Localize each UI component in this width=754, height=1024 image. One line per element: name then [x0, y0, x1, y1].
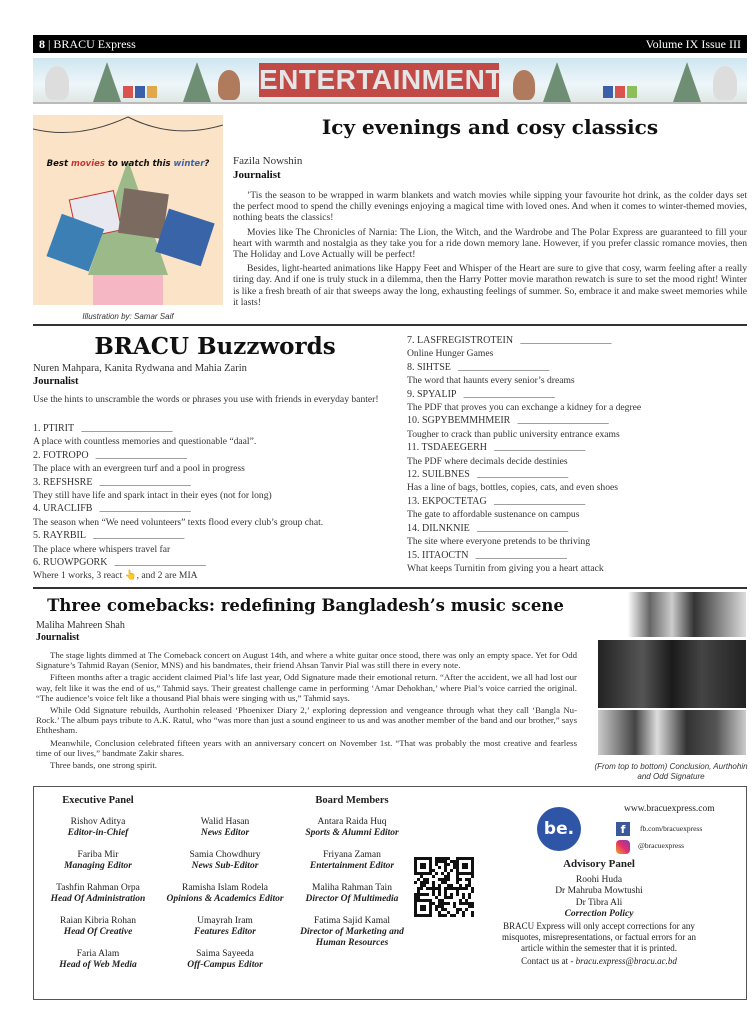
section-banner [33, 58, 747, 104]
squirrel-icon [513, 70, 535, 100]
puzzle-word [407, 441, 747, 454]
staff-role: News Editor [200, 828, 250, 838]
scrambled-word: 4. URACLIFB [33, 503, 93, 515]
article-title: BRACU Buzzwords [94, 333, 336, 360]
masthead-box [33, 786, 747, 1000]
answer-blank: ___________________ [520, 335, 612, 346]
executive-list [42, 817, 154, 971]
staff-role: Sports & Alumni Editor [305, 828, 399, 838]
staff-role: Managing Editor [64, 861, 132, 871]
staff-member [296, 883, 408, 905]
bunny-icon [45, 66, 69, 100]
puzzle-hint: Where 1 works, 3 react 👆, and 2 are MIA [33, 570, 198, 582]
article-title: Three comebacks: redefining Bangladesh’s music scene [47, 596, 564, 615]
squirrel-icon [218, 70, 240, 100]
staff-name: Rishov Aditya [70, 817, 126, 827]
facebook-icon[interactable]: f [616, 822, 630, 836]
contact-line: Contact us at - bracu.express@bracu.ac.bd [521, 955, 677, 966]
puzzle-hint: The place where whispers travel far [33, 543, 171, 555]
answer-blank: ___________________ [99, 476, 191, 488]
tree-icon [673, 62, 701, 102]
illustration-heading: Best movies to watch this winter? [46, 159, 210, 169]
house-icon [627, 86, 637, 98]
paragraph: While Odd Signature rebuilds, Aurthohin released ‘Phoenixer Diary 2,’ exploring depression and vengeance through what they call ‘Bangla Nu-Rock.’ The album pays tribute to A.K. Ratul, who “was more than just a sound engineer to us and was another member of the band and our brother,” says Ehthesham. [36, 705, 577, 736]
staff-member [42, 916, 154, 938]
executive-panel [42, 795, 154, 971]
article-body [36, 650, 577, 770]
puzzle-word [33, 502, 401, 515]
staff-role: Head Of Creative [63, 927, 133, 937]
scrambled-word: 3. REFSHSRE [33, 476, 93, 488]
scrambled-word: 15. IITAOCTN [407, 549, 469, 561]
author-name: Maliha Mahreen Shah [36, 620, 125, 631]
puzzle-hint: The PDF that proves you can exchange a kidney for a degree [407, 402, 642, 414]
website-link[interactable]: www.bracuexpress.com [624, 804, 715, 814]
staff-name: Antara Raida Huq [317, 817, 387, 827]
answer-blank: ___________________ [114, 557, 206, 569]
board-members [296, 795, 408, 949]
puzzle-intro: Use the hints to unscramble the words or phrases you use with friends in everyday banter! [33, 394, 379, 405]
staff-member [296, 817, 408, 839]
puzzle-word [33, 422, 401, 435]
scrambled-word: 9. SPYALIP [407, 388, 457, 400]
scrambled-word: 7. LASFREGISTROTEIN [407, 335, 514, 346]
staff-role: Editor-in-Chief [67, 828, 129, 838]
staff-member [158, 949, 292, 971]
staff-name: Friyana Zaman [323, 850, 381, 860]
staff-role: News Sub-Editor [191, 861, 259, 871]
staff-role: Head of Web Media [59, 960, 137, 970]
house-icon [123, 86, 133, 98]
scrambled-word: 13. EKPOCTETAG [407, 495, 487, 507]
staff-role: Off-Campus Editor [187, 960, 263, 970]
editors-list [158, 817, 292, 971]
answer-blank: ___________________ [99, 503, 191, 515]
author-name: Fazila Nowshin [233, 155, 303, 167]
paragraph: Meanwhile, Conclusion celebrated fifteen years with an anniversary concert on November 1st. “That was probably the most creative and fearless time of our lives,” bandmate Zakir shares. [36, 737, 577, 758]
puzzle-word [407, 495, 747, 508]
scrambled-word: 8. SIHTSE [407, 361, 451, 373]
author-role: Journalist [33, 376, 79, 387]
staff-member [296, 916, 408, 949]
puzzle-word [407, 414, 747, 427]
tree-icon [543, 62, 571, 102]
puzzle-hint: The place with an evergreen turf and a pool in progress [33, 463, 245, 475]
tree-icon [93, 62, 121, 102]
puzzle-word [407, 522, 747, 535]
paragraph: Besides, light-hearted animations like Happy Feet and Whisper of the Heart are sure to give that cosy, warm feeling after a really tiring day. And if one is truly stuck in a dilemma, then the Harry Potter movie marathon rewatch is sure to set the mood right! Winter is like a fresh breath of air that sweeps away the long, exhausting feelings of summer. So, embrace it and make sweet memories while it lasts! [233, 263, 747, 308]
staff-member [42, 817, 154, 839]
paragraph: Fifteen months after a tragic accident claimed Pial’s life last year, Odd Signature made their emotional return. “After the accident, we all had lost our way, felt like it was the end of us,” Tahmid says. Their greatest challenge came in performing ‘Amar Dehokhan,’ where Pial’s voice carried the original. “The audience’s voice felt like a thousand Pial bhais were singing with us,” Tahmid says. [36, 672, 577, 703]
puzzle-word [407, 334, 747, 347]
paragraph: Three bands, one strong spirit. [50, 760, 158, 771]
band-photo-aurthohin [598, 640, 746, 708]
staff-role: Entertainment Editor [309, 861, 395, 871]
puzzle-list-right [407, 334, 747, 575]
bracu-express-logo: be. [537, 807, 581, 851]
illustration-caption: Illustration by: Samar Saif [82, 312, 174, 321]
puzzle-hint: The PDF where decimals decide destinies [407, 455, 568, 467]
staff-name: Saima Sayeeda [196, 949, 254, 959]
instagram-icon[interactable] [616, 840, 630, 854]
puzzle-hint: The season when “We need volunteers” texts flood every club’s group chat. [33, 516, 324, 528]
publication-name: BRACU Express [53, 36, 136, 51]
advisor-name: Roohi Huda [575, 874, 623, 885]
scrambled-word: 5. RAYRBIL [33, 530, 86, 542]
photo-caption: (From top to bottom) Conclusion, Aurthohin and Odd Signature [594, 762, 748, 781]
answer-blank: ___________________ [477, 469, 569, 481]
puzzle-hint: Has a line of bags, bottles, copies, cats, and even shoes [407, 482, 619, 494]
advisory-heading: Advisory Panel [563, 858, 635, 870]
staff-member [296, 850, 408, 872]
qr-code-icon[interactable] [414, 857, 474, 917]
staff-name: Raian Kibria Rohan [60, 916, 136, 926]
house-icon [135, 86, 145, 98]
paragraph: The stage lights dimmed at The Comeback concert on August 14th, and where a white guitar once stood, there was only an empty space. Yet for Odd Signature’s Tahmid Rayan (Senior, MNS) and his bandmates, their friend Ahsan Tanvir Pial was still there in every note. [36, 650, 577, 671]
puzzle-word [33, 476, 401, 489]
puzzle-word [407, 388, 747, 401]
staff-name: Ramisha Islam Rodela [181, 883, 268, 893]
scrambled-word: 1. PTIRIT [33, 423, 75, 434]
staff-name: Fariba Mir [77, 850, 119, 860]
puzzle-hint: Tougher to crack than public university entrance exams [407, 428, 620, 440]
advisor-name: Dr Tibra Ali [575, 897, 623, 908]
advisory-section [489, 859, 709, 967]
movies-illustration [33, 115, 223, 305]
staff-member [42, 850, 154, 872]
tree-icon [183, 62, 211, 102]
scrambled-word: 11. TSDAEEGERH [407, 442, 487, 454]
staff-member [158, 916, 292, 938]
puzzle-word [33, 529, 401, 542]
board-list [296, 817, 408, 949]
paragraph: Movies like The Chronicles of Narnia: The Lion, the Witch, and the Wardrobe and The Polar Express are guaranteed to fill your heart with warmth and nostalgia as they take you for a ride down memory lane. However, if you prefer classic romance movies, then The Holiday and Love Actually will be perfect! [233, 226, 747, 261]
answer-blank: ___________________ [463, 388, 555, 400]
staff-name: Maliha Rahman Tain [312, 883, 392, 893]
band-photo-odd-signature [598, 710, 746, 755]
staff-name: Samia Chowdhury [189, 850, 261, 860]
puzzle-hint: A place with countless memories and questionable “daal”. [33, 436, 257, 448]
staff-name: Fatima Sajid Kamal [314, 916, 390, 926]
correction-text: BRACU Express will only accept corrections for any misquotes, misrepresentations, or factual errors for an article within the semester that it is printed. [502, 920, 696, 953]
puzzle-word [33, 449, 401, 462]
advisor-name: Dr Mahruba Mowtushi [555, 886, 643, 896]
answer-blank: ___________________ [93, 530, 185, 542]
section-title: ENTERTAINMENT [259, 64, 503, 95]
answer-blank: ___________________ [475, 549, 567, 561]
staff-role: Opinions & Academics Editor [166, 894, 284, 904]
puzzle-hint: What keeps Turnitin from giving you a heart attack [407, 562, 604, 574]
band-photo-conclusion [598, 592, 746, 637]
puzzle-list-left [33, 422, 401, 583]
puzzle-hint: Online Hunger Games [407, 348, 494, 360]
article-title: Icy evenings and cosy classics [321, 115, 659, 139]
staff-role: Features Editor [193, 927, 257, 937]
answer-blank: ___________________ [493, 495, 586, 507]
author-name: Nuren Mahpara, Kanita Rydwana and Mahia Zarin [33, 363, 247, 374]
staff-role: Director of Marketing and Human Resources [300, 927, 404, 948]
page-number: 8 [39, 36, 45, 51]
page-header-bar: 8 | BRACU Express Volume IX Issue III [33, 35, 747, 53]
divider [33, 324, 747, 326]
scrambled-word: 6. RUOWPGORK [33, 557, 108, 569]
author-role: Journalist [233, 169, 281, 181]
staff-member [42, 949, 154, 971]
staff-member [158, 817, 292, 839]
staff-name: Umayrah Iram [197, 916, 253, 926]
article-body [233, 190, 747, 308]
facebook-link[interactable]: fb.com/bracuexpress [640, 824, 703, 833]
staff-name: Walid Hasan [200, 817, 250, 827]
puzzle-word [407, 468, 747, 481]
staff-name: Tashfin Rahman Orpa [56, 883, 140, 893]
staff-member [158, 850, 292, 872]
staff-role: Head Of Administration [50, 894, 146, 904]
scrambled-word: 12. SUILBNES [407, 469, 470, 481]
divider [33, 587, 747, 589]
puzzle-hint: The site where everyone pretends to be thriving [407, 536, 591, 548]
staff-role: Director Of Multimedia [305, 894, 399, 904]
scrambled-word: 2. FOTROPO [33, 449, 89, 461]
paragraph: ’Tis the season to be wrapped in warm blankets and watch movies while sipping your favourite hot drink, as the colder days set the perfect mood to spend the chilly evenings enjoying a magical time with loved ones. And when it comes to winter-themed movies, nothing beats the classics! [233, 190, 747, 224]
answer-blank: ___________________ [81, 423, 173, 434]
staff-name: Faria Alam [76, 949, 120, 959]
puzzle-hint: The gate to affordable sustenance on campus [407, 509, 580, 521]
answer-blank: ___________________ [95, 449, 187, 461]
answer-blank: ___________________ [494, 442, 586, 454]
house-icon [615, 86, 625, 98]
answer-blank: ___________________ [476, 522, 569, 534]
staff-member [158, 883, 292, 905]
puzzle-word [407, 361, 747, 374]
scrambled-word: 10. SGPYBEMMHMEIR [407, 415, 511, 427]
house-icon [603, 86, 613, 98]
puzzle-hint: The word that haunts every senior’s dreams [407, 375, 575, 387]
bunny-icon [713, 66, 737, 100]
answer-blank: ___________________ [458, 361, 550, 373]
author-role: Journalist [36, 632, 80, 643]
scrambled-word: 14. DILNKNIE [407, 522, 470, 534]
puzzle-word [33, 556, 401, 569]
contact-email[interactable]: bracu.express@bracu.ac.bd [575, 955, 677, 966]
correction-heading: Correction Policy [564, 909, 634, 919]
instagram-link[interactable]: @bracuexpress [638, 841, 685, 850]
board-heading: Board Members [315, 795, 389, 806]
house-icon [147, 86, 157, 98]
issue-label: Volume IX Issue III [645, 36, 741, 51]
string-lights-icon [33, 115, 223, 305]
answer-blank: ___________________ [517, 415, 609, 427]
puzzle-word [407, 549, 747, 562]
executive-heading: Executive Panel [62, 795, 134, 806]
staff-member [42, 883, 154, 905]
puzzle-hint: They still have life and spark intact in their eyes (not for long) [33, 490, 272, 502]
